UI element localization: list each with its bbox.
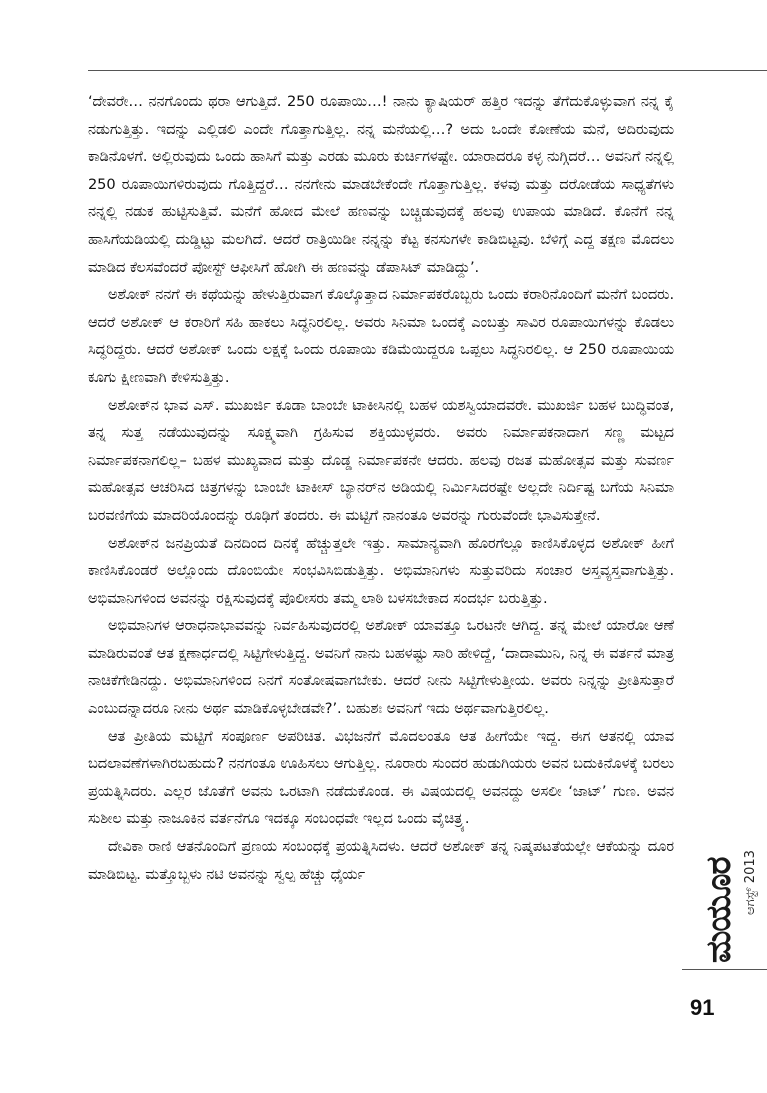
paragraph-4: ಅಶೋಕ್‌ನ ಜನಪ್ರಿಯತೆ ದಿನದಿಂದ ದಿನಕ್ಕೆ ಹೆಚ್ಚುತ್ತಲೇ ಇತ್ತು. ಸಾಮಾನ್ಯವಾಗಿ ಹೊರಗೆಲ್ಲೂ ಕಾಣಿಸಿಕೊಳ್ಳದ ಅಶೋಕ್ ಹೀಗೆ ಕಾಣಿಸಿಕೊಂಡರೆ ಅಲ್ಲೊಂದು ದೊಂಬಿಯೇ ಸಂಭವಿಸಿಬಿಡುತ್ತಿತ್ತು. ಅಭಿಮಾನಿಗಳು ಸುತ್ತುವರಿದು ಸಂಚಾರ ಅಸ್ತವ್ಯಸ್ತವಾಗುತ್ತಿತ್ತು. ಅಭಿಮಾನಿಗಳಿಂದ ಅವನನ್ನು ರಕ್ಷಿಸುವುದಕ್ಕೆ ಪೊಲೀಸರು ತಮ್ಮ ಲಾಠಿ ಬಳಸಬೇಕಾದ ಸಂದರ್ಭ ಬರುತ್ತಿತ್ತು.: [88, 534, 674, 607]
top-divider: [88, 70, 767, 71]
paragraph-5: ಅಭಿಮಾನಿಗಳ ಆರಾಧನಾಭಾವವನ್ನು ನಿರ್ವಹಿಸುವುದರಲ್ಲಿ ಅಶೋಕ್ ಯಾವತ್ತೂ ಒರಟನೇ ಆಗಿದ್ದ. ತನ್ನ ಮೇಲೆ ಯಾರೋ ಆಣೆ ಮಾಡಿರುವಂತೆ ಆತ ಕ್ಷಣಾರ್ಧದಲ್ಲಿ ಸಿಟ್ಟಿಗೇಳುತ್ತಿದ್ದ. ಅವನಿಗೆ ನಾನು ಬಹಳಷ್ಟು ಸಾರಿ ಹೇಳಿದ್ದೆ, ‘ದಾದಾಮುನಿ, ನಿನ್ನ ಈ ವರ್ತನೆ ಮಾತ್ರ ನಾಚಿಕೆಗೇಡಿನದ್ದು. ಅಭಿಮಾನಿಗಳಿಂದ ನಿನಗೆ ಸಂತೋಷವಾಗಬೇಕು. ಆದರೆ ನೀನು ಸಿಟ್ಟಿಗೇಳುತ್ತೀಯ. ಅವರು ನಿನ್ನನ್ನು ಪ್ರೀತಿಸುತ್ತಾರೆ ಎಂಬುದನ್ನಾದರೂ ನೀನು ಅರ್ಥ ಮಾಡಿಕೊಳ್ಳಬೇಡವೇ?’. ಬಹುಶಃ ಅವನಿಗೆ ಇದು ಅರ್ಥವಾಗುತ್ತಿರಲಿಲ್ಲ.: [88, 617, 674, 718]
paragraph-6: ಆತ ಪ್ರೀತಿಯ ಮಟ್ಟಿಗೆ ಸಂಪೂರ್ಣ ಅಪರಿಚಿತ. ವಿಭಜನೆಗೆ ಮೊದಲಂತೂ ಆತ ಹೀಗೆಯೇ ಇದ್ದ. ಈಗ ಆತನಲ್ಲಿ ಯಾವ ಬದಲಾವಣೆಗಳಾಗಿರಬಹುದು? ನನಗಂತೂ ಊಹಿಸಲು ಆಗುತ್ತಿಲ್ಲ. ನೂರಾರು ಸುಂದರ ಹುಡುಗಿಯರು ಅವನ ಬದುಕಿನೊಳಕ್ಕೆ ಬರಲು ಪ್ರಯತ್ನಿಸಿದರು. ಎಲ್ಲರ ಜೊತೆಗೆ ಅವನು ಒರಟಾಗಿ ನಡೆದುಕೊಂಡ. ಈ ವಿಷಯದಲ್ಲಿ ಅವನದ್ದು ಅಸಲೀ ‘ಜಾಟ್’ ಗುಣ. ಅವನ ಸುಶೀಲ ಮತ್ತು ನಾಜೂಕಿನ ವರ್ತನೆಗೂ ಇದಕ್ಕೂ ಸಂಬಂಧವೇ ಇಲ್ಲದ ಒಂದು ವೈಚಿತ್ರ್ಯ.: [88, 727, 674, 828]
page-number: 91: [690, 995, 715, 1020]
article-body: [88, 88, 674, 888]
page-number-divider: [682, 969, 767, 970]
paragraph-2: ಅಶೋಕ್ ನನಗೆ ಈ ಕಥೆಯನ್ನು ಹೇಳುತ್ತಿರುವಾಗ ಕೊಲ್ಕೊತ್ತಾದ ನಿರ್ಮಾಪಕರೊಬ್ಬರು ಒಂದು ಕರಾರಿನೊಂದಿಗೆ ಮನೆಗೆ ಬಂದರು. ಆದರೆ ಅಶೋಕ್ ಆ ಕರಾರಿಗೆ ಸಹಿ ಹಾಕಲು ಸಿದ್ಧನಿರಲಿಲ್ಲ. ಅವರು ಸಿನಿಮಾ ಒಂದಕ್ಕೆ ಎಂಬತ್ತು ಸಾವಿರ ರೂಪಾಯಿಗಳನ್ನು ಕೊಡಲು ಸಿದ್ಧರಿದ್ದರು. ಆದರೆ ಅಶೋಕ್ ಒಂದು ಲಕ್ಷಕ್ಕೆ ಒಂದು ರೂಪಾಯಿ ಕಡಿಮೆಯಿದ್ದರೂ ಒಪ್ಪಲು ಸಿದ್ಧನಿರಲಿಲ್ಲ. ಆ 250 ರೂಪಾಯಿಯ ಕೂಗು ಕ್ಷೀಣವಾಗಿ ಕೇಳಿಸುತ್ತಿತ್ತು.: [88, 286, 674, 386]
paragraph-7: ದೇವಿಕಾ ರಾಣಿ ಆತನೊಂದಿಗೆ ಪ್ರಣಯ ಸಂಬಂಧಕ್ಕೆ ಪ್ರಯತ್ನಿಸಿದಳು. ಆದರೆ ಅಶೋಕ್ ತನ್ನ ನಿಷ್ಕಪಟತೆಯಲ್ಲೇ ಆಕೆಯನ್ನು ದೂರ ಮಾಡಿಬಿಟ್ಟ. ಮತ್ತೊಬ್ಬಳು ನಟಿ ಅವನನ್ನು ಸ್ವಲ್ಪ ಹೆಚ್ಚು ಧೈರ್ಯ: [88, 838, 674, 883]
paragraph-3: ಅಶೋಕ್‌ನ ಭಾವ ಎಸ್. ಮುಖರ್ಜಿ ಕೂಡಾ ಬಾಂಬೇ ಟಾಕೀಸಿನಲ್ಲಿ ಬಹಳ ಯಶಸ್ವಿಯಾದವರೇ. ಮುಖರ್ಜಿ ಬಹಳ ಬುದ್ಧಿವಂತ, ತನ್ನ ಸುತ್ತ ನಡೆಯುವುದನ್ನು ಸೂಕ್ಷ್ಮವಾಗಿ ಗ್ರಹಿಸುವ ಶಕ್ತಿಯುಳ್ಳವರು. ಅವರು ನಿರ್ಮಾಪಕನಾದಾಗ ಸಣ್ಣ ಮಟ್ಟದ ನಿರ್ಮಾಪಕನಾಗಲಿಲ್ಲ– ಬಹಳ ಮುಖ್ಯವಾದ ಮತ್ತು ದೊಡ್ಡ ನಿರ್ಮಾಪಕನೇ ಆದರು. ಹಲವು ರಜತ ಮಹೋತ್ಸವ ಮತ್ತು ಸುವರ್ಣ ಮಹೋತ್ಸವ ಆಚರಿಸಿದ ಚಿತ್ರಗಳನ್ನು ಬಾಂಬೇ ಟಾಕೀಸ್ ಬ್ಯಾನರ್‌ನ ಅಡಿಯಲ್ಲಿ ನಿರ್ಮಿಸಿದರಷ್ಟೇ ಅಲ್ಲದೇ ನಿರ್ದಿಷ್ಟ ಬಗೆಯ ಸಿನಿಮಾ ಬರವಣಿಗೆಯ ಮಾದರಿಯೊಂದನ್ನು ರೂಢಿಗೆ ತಂದರು. ಈ ಮಟ್ಟಿಗೆ ನಾನಂತೂ ಅವರನ್ನು ಗುರುವೆಂದೇ ಭಾವಿಸುತ್ತೇನೆ.: [88, 396, 674, 524]
paragraph-1: ‘ದೇವರೇ… ನನಗೊಂದು ಥರಾ ಆಗುತ್ತಿದೆ. 250 ರೂಪಾಯಿ…! ನಾನು ಕ್ಯಾಷಿಯರ್ ಹತ್ತಿರ ಇದನ್ನು ತೆಗೆದುಕೊಳ್ಳುವಾಗ ನನ್ನ ಕೈ ನಡುಗುತ್ತಿತ್ತು. ಇದನ್ನು ಎಲ್ಲಿಡಲಿ ಎಂದೇ ಗೊತ್ತಾಗುತ್ತಿಲ್ಲ. ನನ್ನ ಮನೆಯಲ್ಲಿ…? ಅದು ಒಂದೇ ಕೋಣೆಯ ಮನೆ, ಅದಿರುವುದು ಕಾಡಿನೊಳಗೆ. ಅಲ್ಲಿರುವುದು ಒಂದು ಹಾಸಿಗೆ ಮತ್ತು ಎರಡು ಮೂರು ಕುರ್ಚಿಗಳಷ್ಟೇ. ಯಾರಾದರೂ ಕಳ್ಳ ನುಗ್ಗಿದರೆ… ಅವನಿಗೆ ನನ್ನಲ್ಲಿ 250 ರೂಪಾಯಿಗಳಿರುವುದು ಗೊತ್ತಿದ್ದರೆ… ನನಗೇನು ಮಾಡಬೇಕೆಂದೇ ಗೊತ್ತಾಗುತ್ತಿಲ್ಲ. ಕಳವು ಮತ್ತು ದರೋಡೆಯ ಸಾಧ್ಯತೆಗಳು ನನ್ನಲ್ಲಿ ನಡುಕ ಹುಟ್ಟಿಸುತ್ತಿವೆ. ಮನೆಗೆ ಹೋದ ಮೇಲೆ ಹಣವನ್ನು ಬಚ್ಚಿಡುವುದಕ್ಕೆ ಹಲವು ಉಪಾಯ ಮಾಡಿದೆ. ಕೊನೆಗೆ ನನ್ನ ಹಾಸಿಗೆಯಡಿಯಲ್ಲಿ ದುಡ್ಡಿಟ್ಟು ಮಲಗಿದೆ. ಆದರೆ ರಾತ್ರಿಯಿಡೀ ನನ್ನನ್ನು ಕೆಟ್ಟ ಕನಸುಗಳೇ ಕಾಡಿಬಿಟ್ಟವು. ಬೆಳಿಗ್ಗೆ ಎದ್ದ ತಕ್ಷಣ ಮೊದಲು ಮಾಡಿದ ಕೆಲಸವೆಂದರೆ ಪೋಸ್ಟ್ ಆಫೀಸಿಗೆ ಹೋಗಿ ಈ ಹಣವನ್ನು ಡೆಪಾಸಿಟ್ ಮಾಡಿದ್ದು’.: [88, 93, 674, 276]
issue-date: ಆಗಸ್ಟ್ 2013: [743, 850, 758, 915]
magazine-footer: [685, 815, 767, 995]
magazine-logo: ಮಯೂರ: [699, 857, 739, 963]
